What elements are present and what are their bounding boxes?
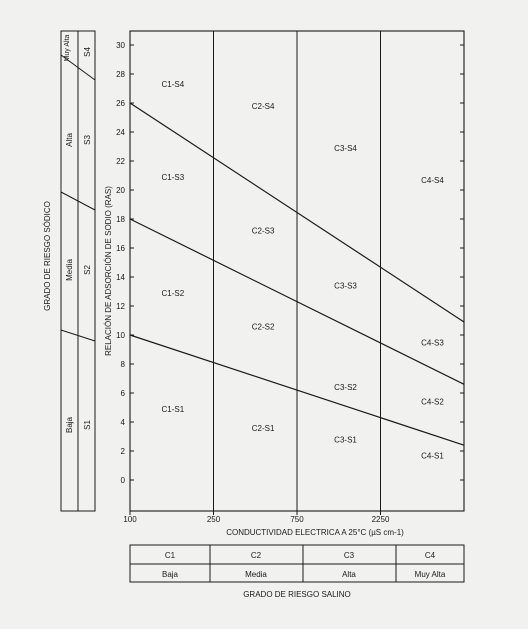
zone-labels	[161, 80, 444, 460]
salinity-code-c1: C1	[164, 551, 176, 560]
zone-label: C2-S4	[251, 101, 275, 111]
salinity-level-low: Baja	[161, 570, 179, 579]
zone-label: C3-S2	[334, 383, 357, 393]
zone-label: C1-S1	[161, 404, 185, 414]
y-tick-label: 20	[116, 186, 125, 195]
salinity-hazard-table	[130, 545, 464, 599]
plot-area	[116, 31, 464, 524]
zone-label: C3-S1	[334, 435, 357, 445]
y-tick-label: 14	[116, 273, 125, 282]
salinity-level-very-high: Muy Alta	[414, 570, 446, 579]
y-tick-label: 30	[116, 41, 125, 50]
zone-label: C4-S2	[421, 397, 444, 407]
x-axis-label: CONDUCTIVIDAD ELECTRICA A 25°C (µS cm-1)	[226, 528, 404, 537]
zone-label: C4-S4	[421, 175, 444, 185]
sodium-hazard-panel	[43, 31, 95, 511]
y-tick-label: 24	[116, 128, 125, 137]
sodium-level-medium: Media	[65, 259, 74, 281]
y-tick-label: 0	[120, 476, 125, 485]
x-tick-label: 100	[123, 515, 137, 524]
sodium-level-high: Alta	[65, 133, 74, 147]
zone-label: C3-S4	[334, 143, 357, 153]
sodium-panel-title: GRADO DE RIESGO SÓDICO	[43, 201, 52, 311]
y-tick-label: 22	[116, 157, 125, 166]
zone-label: C4-S3	[421, 338, 444, 348]
salinity-level-high: Alta	[342, 570, 356, 579]
y-tick-label: 6	[120, 389, 125, 398]
zone-label: C1-S4	[161, 80, 185, 90]
y-axis-label: RELACIÓN DE ADSORCIÓN DE SODIO (RAS)	[104, 186, 113, 356]
sodium-level-very-high: Muy Alta	[64, 34, 71, 62]
sodium-level-low: Baja	[65, 416, 74, 434]
y-axis-ticks	[116, 41, 464, 485]
y-tick-label: 4	[120, 418, 125, 427]
y-tick-label: 26	[116, 99, 125, 108]
sodium-code-s2: S2	[83, 265, 92, 275]
y-tick-label: 8	[120, 360, 125, 369]
salinity-code-c2: C2	[250, 551, 262, 560]
x-tick-label: 750	[290, 515, 304, 524]
zone-label: C2-S2	[251, 322, 275, 332]
y-tick-label: 10	[116, 331, 125, 340]
x-tick-label: 250	[206, 515, 221, 524]
zone-label: C4-S1	[421, 451, 444, 461]
salinity-code-c4: C4	[424, 551, 436, 560]
y-tick-label: 18	[116, 215, 125, 224]
salinity-code-c3: C3	[343, 551, 355, 560]
zone-label: C3-S3	[334, 281, 357, 291]
sodium-code-s4: S4	[83, 47, 92, 57]
salinity-level-medium: Media	[245, 570, 267, 579]
zone-label: C2-S3	[251, 226, 275, 236]
salinity-table-title: GRADO DE RIESGO SALINO	[243, 590, 351, 599]
zone-label: C1-S2	[161, 288, 185, 298]
y-tick-label: 12	[116, 302, 125, 311]
x-axis-ticks	[123, 511, 390, 524]
y-tick-label: 16	[116, 244, 125, 253]
zone-label: C1-S3	[161, 172, 185, 182]
x-tick-label: 2250	[371, 515, 390, 524]
zone-label: C2-S1	[251, 423, 275, 433]
sodium-code-s1: S1	[83, 420, 92, 430]
y-tick-label: 28	[116, 70, 125, 79]
y-tick-label: 2	[120, 447, 125, 456]
sodium-code-s3: S3	[83, 135, 92, 145]
